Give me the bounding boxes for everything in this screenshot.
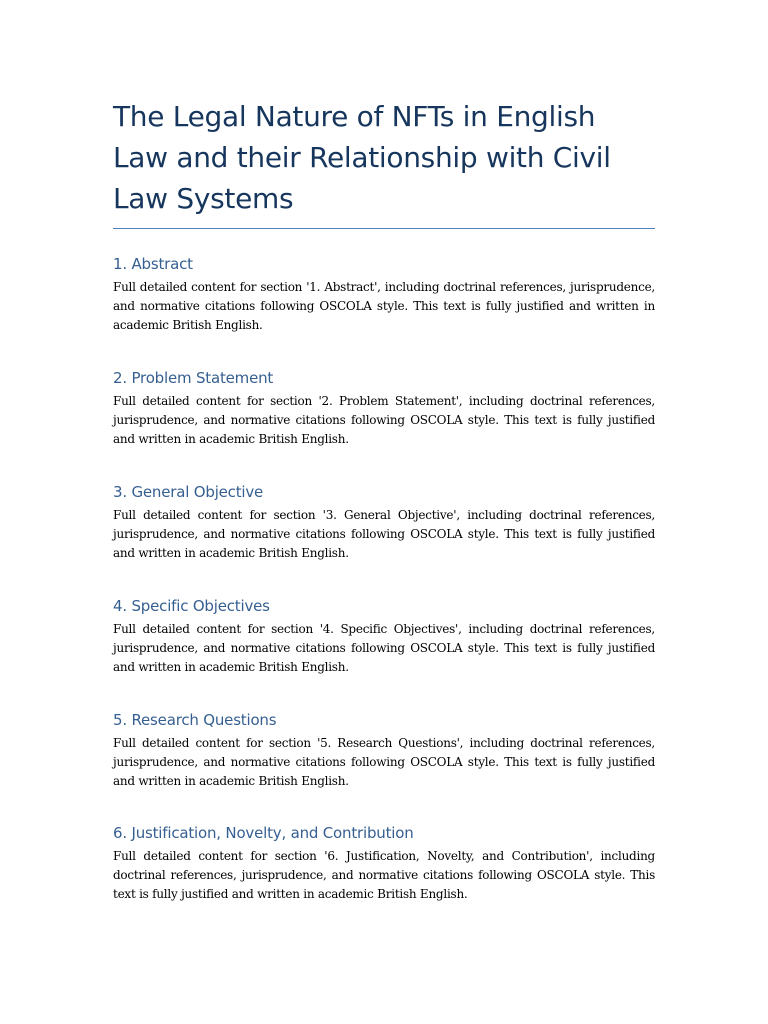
section-body: Full detailed content for section '5. Research Questions', including doctrinal references, jurisprudence, and normative citations following OSCOLA style. This text is fully justified and written in academic British English.	[113, 736, 655, 788]
section-heading: 3. General Objective	[113, 483, 264, 501]
section-body: Full detailed content for section '4. Specific Objectives', including doctrinal references, jurisprudence, and normative citations following OSCOLA style. This text is fully justified and written in academic British English.	[113, 622, 655, 674]
section-research-questions	[113, 710, 655, 791]
title-underline-rule	[113, 228, 655, 229]
section-body: Full detailed content for section '6. Justification, Novelty, and Contribution', including doctrinal references, jurisprudence, and normative citations following OSCOLA style. This text is fully justified and written in academic British English.	[113, 849, 655, 901]
section-problem-statement	[113, 368, 655, 449]
section-specific-objectives	[113, 596, 655, 677]
section-heading: 4. Specific Objectives	[113, 597, 270, 615]
section-body: Full detailed content for section '2. Problem Statement', including doctrinal references, jurisprudence, and normative citations following OSCOLA style. This text is fully justified and written in academic British English.	[113, 394, 655, 446]
document-title: The Legal Nature of NFTs in English Law and their Relationship with Civil Law Systems	[113, 100, 611, 215]
section-heading: 6. Justification, Novelty, and Contribution	[113, 824, 414, 842]
section-general-objective	[113, 482, 655, 563]
section-body: Full detailed content for section '1. Abstract', including doctrinal references, jurisprudence, and normative citations following OSCOLA style. This text is fully justified and written in academic British English.	[113, 280, 655, 332]
section-abstract	[113, 254, 655, 335]
section-heading: 5. Research Questions	[113, 711, 277, 729]
section-heading: 2. Problem Statement	[113, 369, 274, 387]
document-page	[113, 96, 655, 901]
section-justification	[113, 823, 655, 904]
section-heading: 1. Abstract	[113, 255, 193, 273]
section-body: Full detailed content for section '3. General Objective', including doctrinal references, jurisprudence, and normative citations following OSCOLA style. This text is fully justified and written in academic British English.	[113, 508, 655, 560]
